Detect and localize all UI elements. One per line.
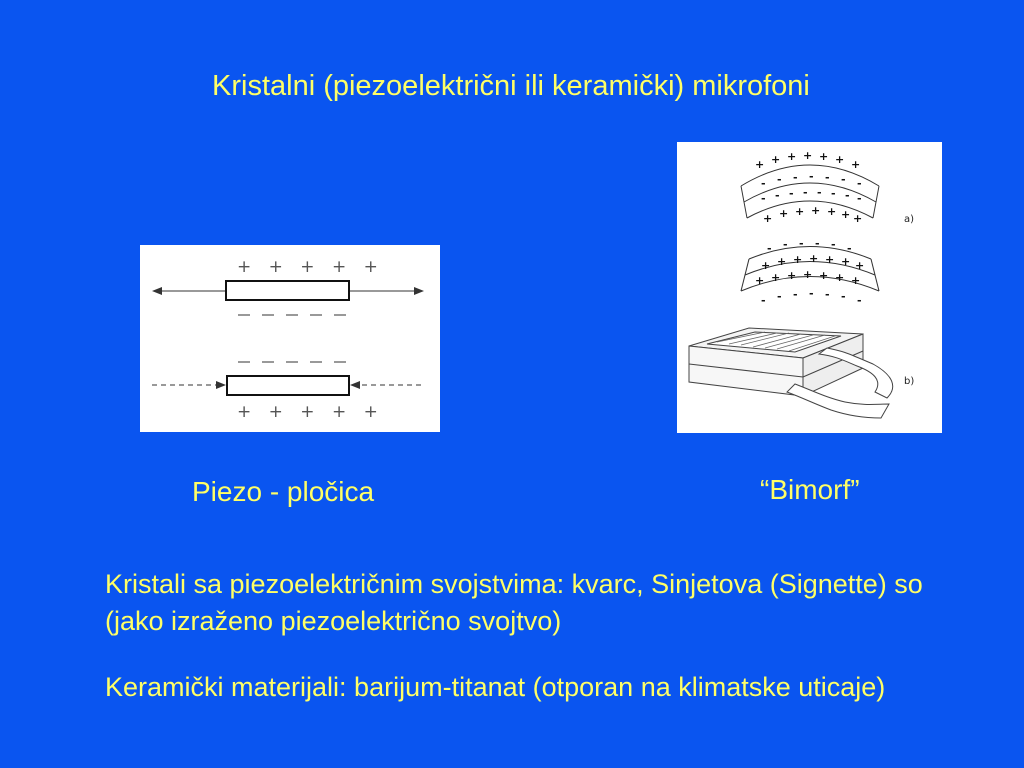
svg-text:+: + (763, 212, 773, 225)
svg-text:-: - (761, 177, 766, 190)
svg-text:-: - (799, 237, 804, 250)
svg-text:-: - (783, 238, 788, 251)
piezo-plate-diagram (140, 245, 440, 432)
svg-text:-: - (857, 177, 862, 190)
svg-text:-: - (793, 288, 798, 301)
bimorf-plate-3d (689, 328, 914, 418)
plate-compressed (152, 362, 424, 422)
svg-text:-: - (775, 189, 780, 202)
bimorf-bent-up (741, 149, 914, 225)
svg-text:+: + (803, 149, 813, 162)
bimorf-caption: “Bimorf” (760, 474, 860, 505)
svg-text:+: + (853, 212, 863, 225)
svg-text:-: - (761, 294, 766, 307)
svg-text:+: + (825, 253, 835, 266)
svg-text:-: - (777, 173, 782, 186)
svg-text:-: - (815, 237, 820, 250)
svg-text:-: - (831, 187, 836, 200)
svg-text:+: + (809, 252, 819, 265)
label-a: a) (904, 214, 915, 225)
svg-text:-: - (825, 288, 830, 301)
svg-text:+: + (819, 269, 829, 282)
svg-text:+: + (841, 208, 851, 221)
svg-text:+: + (811, 204, 821, 217)
svg-text:+: + (787, 150, 797, 163)
svg-text:-: - (767, 242, 772, 255)
svg-text:+: + (851, 274, 861, 287)
svg-text:+: + (835, 271, 845, 284)
svg-text:-: - (793, 171, 798, 184)
svg-text:+: + (855, 259, 865, 272)
svg-text:-: - (857, 192, 862, 205)
svg-text:+: + (755, 274, 765, 287)
slide-title: Kristalni (piezoelektrični ili keramički) mikrofoni (212, 70, 810, 102)
svg-text:+: + (761, 259, 771, 272)
svg-text:+: + (771, 153, 781, 166)
svg-text:+: + (771, 271, 781, 284)
svg-text:-: - (789, 187, 794, 200)
svg-text:-: - (825, 171, 830, 184)
svg-text:-: - (847, 242, 852, 255)
svg-text:-: - (809, 287, 814, 300)
svg-text:+: + (793, 253, 803, 266)
svg-text:+: + (827, 205, 837, 218)
svg-text:-: - (777, 290, 782, 303)
svg-text:+: + (841, 255, 851, 268)
svg-text:-: - (857, 294, 862, 307)
paragraph-ceramics: Keramički materijali: barijum-titanat (otporan na klimatske uticaje) (105, 672, 886, 702)
plate-stretched (152, 257, 424, 315)
svg-text:+: + (835, 153, 845, 166)
svg-text:+ + + + +: + + + + + (237, 402, 384, 422)
svg-text:+ + + + +: + + + + + (237, 257, 384, 277)
svg-text:+: + (803, 268, 813, 281)
bimorf-bent-down (741, 237, 879, 307)
svg-text:+: + (787, 269, 797, 282)
piezo-caption: Piezo - pločica (192, 476, 375, 507)
paragraph-crystals: Kristali sa piezoelektričnim svojstvima: kvarc, Sinjetova (Signette) so (jako izraženo piezoelektrično svojtvo) (105, 569, 923, 636)
svg-text:+: + (755, 158, 765, 171)
svg-text:-: - (831, 238, 836, 251)
bimorf-diagram (677, 142, 942, 433)
svg-text:-: - (841, 290, 846, 303)
svg-text:-: - (761, 192, 766, 205)
label-b: b) (904, 376, 915, 387)
svg-text:-: - (845, 189, 850, 202)
svg-text:-: - (809, 170, 814, 183)
svg-text:+: + (777, 255, 787, 268)
svg-text:-: - (803, 186, 808, 199)
svg-text:+: + (819, 150, 829, 163)
svg-text:+: + (851, 158, 861, 171)
svg-text:-: - (841, 173, 846, 186)
svg-text:+: + (779, 207, 789, 220)
svg-text:+: + (795, 205, 805, 218)
svg-text:-: - (817, 186, 822, 199)
